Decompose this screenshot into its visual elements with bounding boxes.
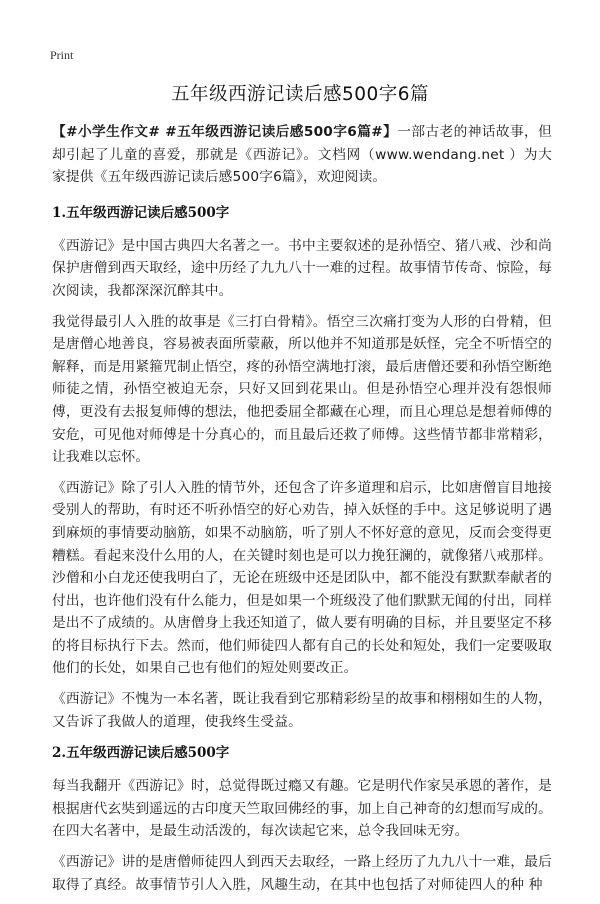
document-body (52, 121, 552, 904)
print-label[interactable]: Print (50, 48, 74, 62)
section-heading: 1.五年级西游记读后感500字 (52, 204, 230, 221)
intro-tag: 【#小学生作文# #五年级西游记读后感500字6篇#】 (52, 124, 398, 140)
document-title: 五年级西游记读后感500字6篇 (170, 84, 430, 105)
paragraph: 我觉得最引人入胜的故事是《三打白骨精》。悟空三次痛打变为人形的白骨精，但是唐僧心地善良，容易被表面所蒙蔽，所以他并不知道那是妖怪，完全不听悟空的解释，而是用紧箍咒制止悟空，疼的孙悟空满地打滚，最后唐僧还要和孙悟空断绝师徒之情，孙悟空被迫无奈，只好又回到花果山。但是孙悟空心理并没有怨恨师傅，更没有去报复师傅的想法，他把委屈全都藏在心理，而且心理总是想着师傅的安危，可见他对师傅是十分真心的，而且最后还救了师傅。这些情节都非常精彩，让我难以忘怀。 (52, 313, 552, 466)
intro-paragraph (52, 121, 552, 189)
paragraph: 《西游记》不愧为一本名著，既让我看到它那精彩纷呈的故事和栩栩如生的人物，又告诉了我做人的道理，使我终生受益。 (52, 691, 552, 730)
section-heading: 2.五年级西游记读后感500字 (52, 745, 230, 762)
intro-text: 一部古老的神话故事，但却引起了儿童的喜爱，那就是《西游记》。文档网（www.wendang.net ）为大家提供《五年级西游记读后感500字6篇》，欢迎阅读。 (52, 124, 553, 186)
paragraph: 每当我翻开《西游记》时，总觉得既过瘾又有趣。它是明代作家吴承恩的著作，是根据唐代玄奘到遥远的古印度天竺取回佛经的事，加上自己神奇的幻想而写成的。在四大名著中，是最生动活泼的，每次读起它来，总令我回味无穷。 (52, 778, 552, 840)
paragraph: 《西游记》除了引人入胜的情节外，还包含了许多道理和启示，比如唐僧盲目地接受别人的帮助，有时还不听孙悟空的好心劝告，掉入妖怪的手中。这足够说明了遇到麻烦的事情要动脑筋，如果不动脑筋，听了别人不怀好意的意见，反而会变得更糟糕。看起来没什么用的人，在关键时刻也是可以力挽狂澜的，就像猪八戒那样。沙僧和小白龙还使我明白了，无论在班级中还是团队中，都不能没有默默奉献者的付出，也许他们没有什么能力，但是如果一个班级没了他们默默无闻的付出，同样是出不了成绩的。从唐僧身上我还知道了，做人要有明确的目标，并且要坚定不移的将目标执行下去。然而，他们师徒四人都有自己的长处和短处，我们一定要吸取他们的长处，如果自己也有他们的短处则要改正。 (52, 479, 552, 677)
paragraph: 《西游记》讲的是唐僧师徒四人到西天去取经，一路上经历了九九八十一难，最后取得了真经。故事情节引人入胜，风趣生动，在其中也包括了对师徒四人的种 种 (52, 854, 552, 893)
paragraph: 《西游记》是中国古典四大名著之一。书中主要叙述的是孙悟空、猪八戒、沙和尚保护唐僧到西天取经，途中历经了九九八十一难的过程。故事情节传奇、惊险，每次阅读，我都深深沉醉其中。 (52, 237, 552, 299)
